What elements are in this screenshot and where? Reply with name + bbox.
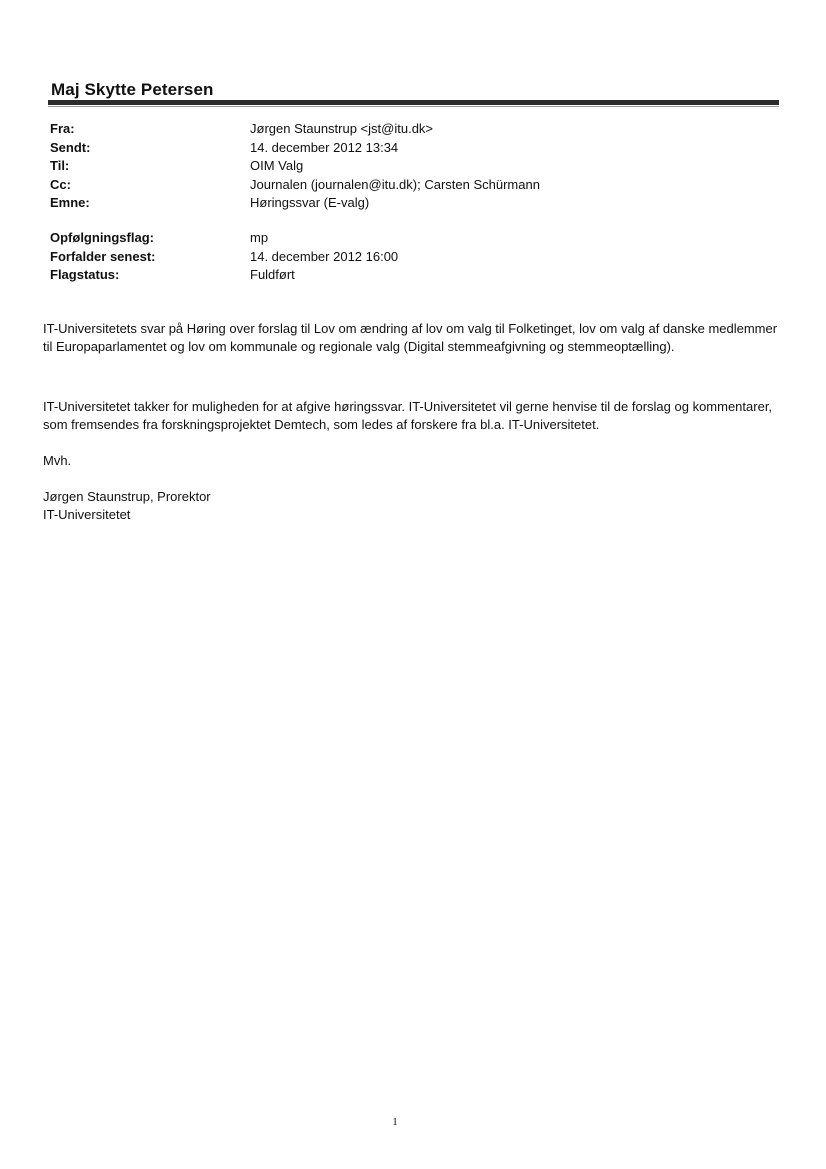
from-row <box>50 120 540 139</box>
followup-row <box>50 229 398 248</box>
header-rule <box>48 100 779 105</box>
cc-value: Journalen (journalen@itu.dk); Carsten Schürmann <box>250 176 540 192</box>
due-label: Forfalder senest: <box>50 248 156 264</box>
closing-line: Mvh. <box>43 453 72 468</box>
to-value: OIM Valg <box>250 158 304 173</box>
from-label: Fra: <box>50 121 75 136</box>
cc-label: Cc: <box>50 176 71 192</box>
page-number: 1 <box>392 1116 398 1128</box>
sent-label: Sendt: <box>50 139 91 155</box>
subject-label: Emne: <box>50 195 90 210</box>
to-label: Til: <box>50 158 70 173</box>
sent-value: 14. december 2012 13:34 <box>250 139 399 155</box>
flag-headers <box>50 229 398 285</box>
message-headers <box>50 120 540 213</box>
due-value: 14. december 2012 16:00 <box>250 248 399 264</box>
signature-block <box>43 488 788 524</box>
signature-name: Jørgen Staunstrup, Prorektor <box>43 489 211 504</box>
body-paragraph-1: IT-Universitetets svar på Høring over forslag til Lov om ændring af lov om valg til Folketinget, lov om valg af danske medlemmer til Europaparlamentet og lov om kommunale og regionale valg (Digital stemmeafgivning og stemmeoptælling). <box>43 321 778 354</box>
body-paragraph-2: IT-Universitetet takker for muligheden for at afgive høringssvar. IT-Universitetet vil gerne henvise til de forslag og kommentarer, som fremsendes fra forskningsprojektet Demtech, som ledes af forskere fra bl.a. IT-Universitetet. <box>43 399 773 432</box>
from-value: Jørgen Staunstrup <jst@itu.dk> <box>250 121 434 136</box>
followup-label: Opfølgningsflag: <box>50 230 154 245</box>
header-rule-shadow <box>48 106 779 107</box>
subject-row <box>50 194 540 213</box>
flag-status-label: Flagstatus: <box>50 267 120 282</box>
subject-value: Høringssvar (E-valg) <box>250 195 370 210</box>
to-row <box>50 157 540 176</box>
mailbox-owner-name: Maj Skytte Petersen <box>51 80 214 99</box>
flag-status-value: Fuldført <box>250 267 295 282</box>
due-row <box>50 248 398 267</box>
signature-organization: IT-Universitetet <box>43 507 131 522</box>
sent-row <box>50 139 540 158</box>
followup-value: mp <box>250 230 269 245</box>
cc-row <box>50 176 540 195</box>
flag-status-row <box>50 266 398 285</box>
